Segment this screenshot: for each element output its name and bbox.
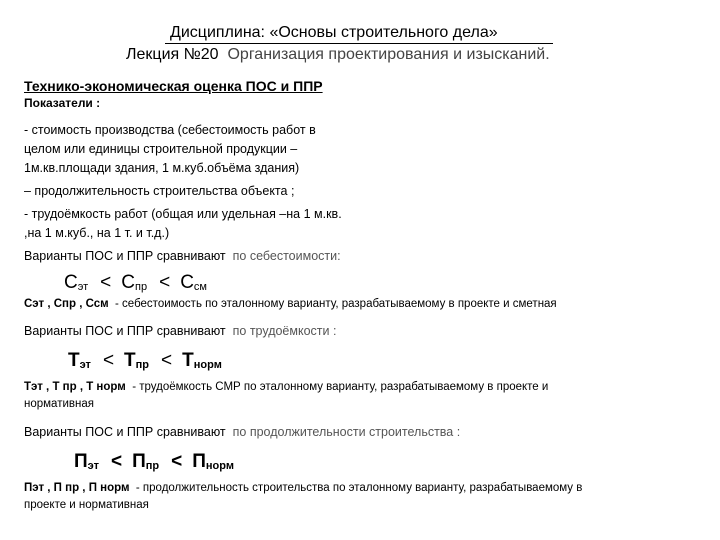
item-cost-line3: 1м.кв.площади здания, 1 м.куб.объёма здания) — [24, 161, 300, 175]
labor-formula: $Т_{эт} < Т_{пр} < Т_{норм}$ — [68, 350, 222, 371]
title-underline — [165, 43, 553, 44]
indicators-label: Показатели : — [24, 96, 101, 110]
cost-formula: $С_{эт} < С_{пр} < С_{см}$ — [64, 272, 207, 293]
cost-legend: Сэт , Спр , Ссм - себестоимость по эталонному варианту, разрабатываемому в проекте и сметная — [24, 298, 557, 310]
item-labor-line2: ,на 1 м.куб., на 1 т. и т.д.) — [24, 226, 170, 240]
compare-labor-text: Варианты ПОС и ППР сравнивают по трудоёмкости : — [24, 324, 337, 338]
item-duration: – продолжительность строительства объекта ; — [24, 184, 295, 198]
lecture-title — [126, 46, 550, 64]
lecture-topic: Организация проектирования и изысканий. — [227, 46, 550, 63]
labor-legend-line2: нормативная — [24, 398, 94, 410]
duration-legend-line2: проекте и нормативная — [24, 499, 149, 511]
compare-duration-text: Варианты ПОС и ППР сравнивают по продолжительности строительства : — [24, 425, 461, 439]
lecture-label: Лекция №20 — [126, 46, 219, 63]
item-cost-line2: целом или единицы строительной продукции – — [24, 142, 298, 156]
labor-legend-line1: Тэт , Т пр , Т норм - трудоёмкость СМР по эталонному варианту, разрабатываемому в проекте и — [24, 381, 549, 393]
item-labor-line1: - трудоёмкость работ (общая или удельная –на 1 м.кв. — [24, 207, 342, 221]
duration-legend-line1: Пэт , П пр , П норм - продолжительность строительства по эталонному варианту, разрабатываемому в — [24, 482, 583, 494]
section-heading: Технико-экономическая оценка ПОС и ППР — [24, 78, 323, 94]
discipline-title: Дисциплина: «Основы строительного дела» — [170, 24, 498, 41]
compare-cost-text: Варианты ПОС и ППР сравнивают по себестоимости: — [24, 249, 341, 263]
item-cost-line1: - стоимость производства (себестоимость работ в — [24, 123, 316, 137]
duration-formula: $П_{эт} < П_{пр} < П_{норм}$ — [74, 451, 234, 472]
